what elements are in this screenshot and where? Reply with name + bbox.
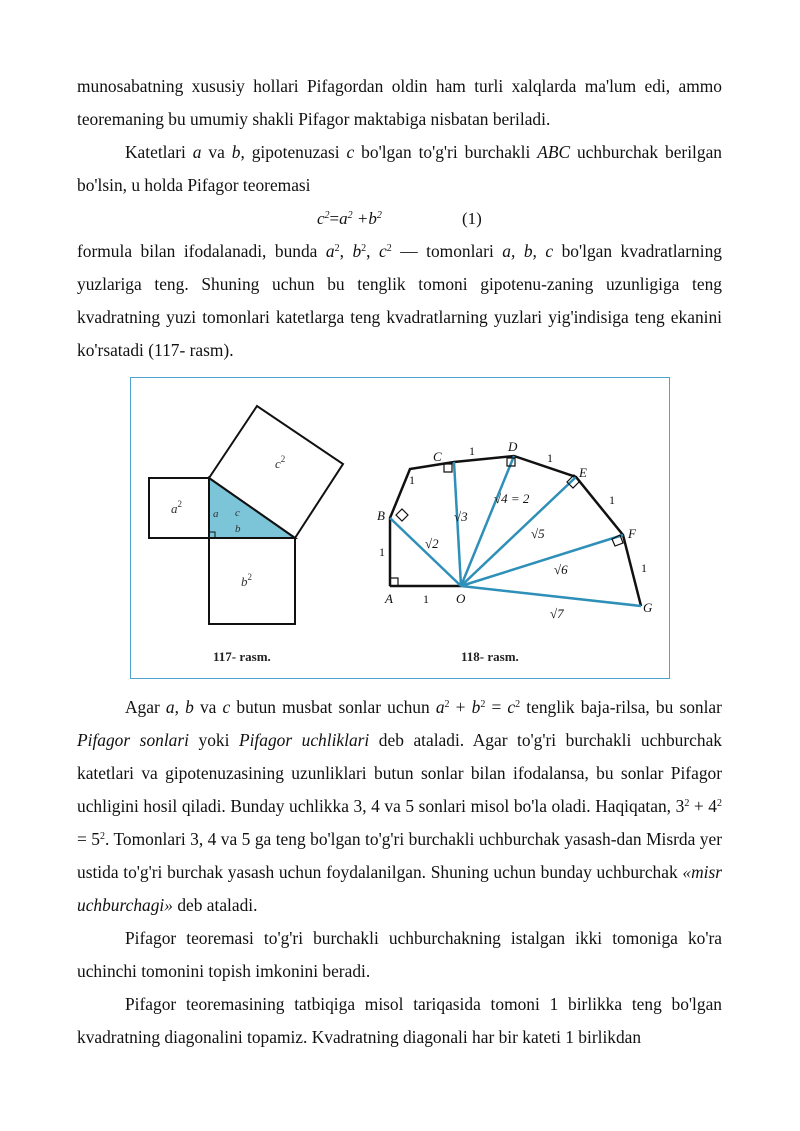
point-E: E	[579, 465, 587, 480]
point-C: C	[433, 449, 442, 464]
ray-OG	[461, 586, 641, 606]
point-G: G	[643, 600, 653, 615]
paragraph-5: Pifagor teoremasi to'g'ri burchakli uchburchakning istalgan ikki tomoniga ko'ra uchinchi tomonini topish imkonini beradi.	[77, 928, 722, 981]
svg-text:1: 1	[547, 451, 553, 465]
formula-number: (1)	[462, 209, 482, 228]
spiral-outline	[390, 456, 641, 606]
figure-118	[377, 439, 653, 621]
svg-text:√2: √2	[425, 536, 439, 551]
point-D: D	[508, 439, 518, 454]
paragraph-2: Katetlari a va b, gipotenuzasi c bo'lgan to'g'ri burchakli ABC uchburchak berilgan bo'lsin, u holda Pifagor teoremasi	[77, 142, 722, 195]
svg-text:1: 1	[379, 545, 385, 559]
svg-text:1: 1	[641, 561, 647, 575]
label-a-squared: $a^2$	[171, 499, 182, 516]
svg-text:√4 = 2: √4 = 2	[494, 491, 530, 506]
pythagorean-equation: $c^2=a^2 +b^2$	[317, 209, 382, 228]
root-labels	[425, 491, 568, 621]
label-a: a	[213, 508, 219, 520]
paragraph-6: Pifagor teoremasining tatbiqiga misol tariqasida tomoni 1 birlikka teng bo'lgan kvadratning diagonalini topamiz. Kvadratning diagonali har bir kateti 1 birlikdan	[77, 994, 722, 1047]
figures-svg	[131, 378, 669, 678]
square-b	[209, 538, 295, 624]
point-A: A	[385, 591, 393, 606]
svg-text:1: 1	[609, 493, 615, 507]
label-c: c	[235, 507, 240, 519]
svg-text:√5: √5	[531, 526, 545, 541]
svg-text:1: 1	[423, 592, 429, 606]
svg-text:√6: √6	[554, 562, 568, 577]
ray-OB	[390, 518, 461, 586]
point-O: O	[456, 591, 466, 606]
root-rays	[390, 456, 641, 606]
document-page	[77, 70, 722, 1054]
formula-1	[77, 202, 722, 235]
label-b: b	[235, 523, 241, 535]
svg-text:√7: √7	[550, 606, 564, 621]
figure-117	[149, 406, 343, 624]
label-c-squared: $c^2$	[275, 454, 286, 471]
label-b-squared: $b^2$	[241, 572, 252, 589]
paragraph-4: Agar a, b va c butun musbat sonlar uchun $a^2 + b^2 = c^2$ tenglik baja-rilsa, bu sonlar Pifagor sonlari yoki Pifagor uchliklari deb ataladi. Agar to'g'ri burchakli uchburchak katetlari va gipotenuzasining uzunliklari butun sonlar bilan ifodalansa, bu sonlar Pifagor uchligini hosil qiladi. Bunday uchlikka 3, 4 va 5 sonlari misol bo'la oladi. Haqiqatan, $3^2 + 4^2 = 5^2$. Tomonlari 3, 4 va 5 ga teng bo'lgan to'g'ri burchakli uchburchak yasash-dan Misrda yer ustida to'g'ri burchak yasash uchun foydalanilgan. Shuning uchun bunday uchburchak «misr uchburchagi» deb ataladi.	[77, 697, 723, 915]
paragraph-3: formula bilan ifodalanadi, bunda $a^2$, $b^2$, $c^2$ — tomonlari a, b, c bo'lgan kvadratlarning yuzlariga teng. Shuning uchun bu tenglik tomoni gipotenu-zaning uzunligiga teng kvadratning yuzi tomonlari katetlarga teng kvadratlarning yuzlari yig'indisiga teng ekanini ko'rsatadi (117- rasm).	[77, 241, 722, 360]
point-F: F	[628, 526, 636, 541]
ray-OC	[454, 462, 461, 586]
caption-118: 118- rasm.	[461, 649, 519, 664]
paragraph-1: munosabatning xususiy hollari Pifagordan oldin ham turli xalqlarda ma'lum edi, ammo teoremaning bu umumiy shakli Pifagor maktabiga nisbatan beriladi.	[77, 76, 722, 129]
svg-text:√3: √3	[454, 509, 468, 524]
point-B: B	[377, 508, 385, 523]
figure-box	[130, 377, 670, 679]
ray-OD	[461, 456, 514, 586]
caption-117: 117- rasm.	[213, 649, 271, 664]
svg-text:1: 1	[469, 444, 475, 458]
ray-OF	[461, 535, 623, 586]
right-triangle	[209, 478, 295, 538]
svg-text:1: 1	[409, 473, 415, 487]
